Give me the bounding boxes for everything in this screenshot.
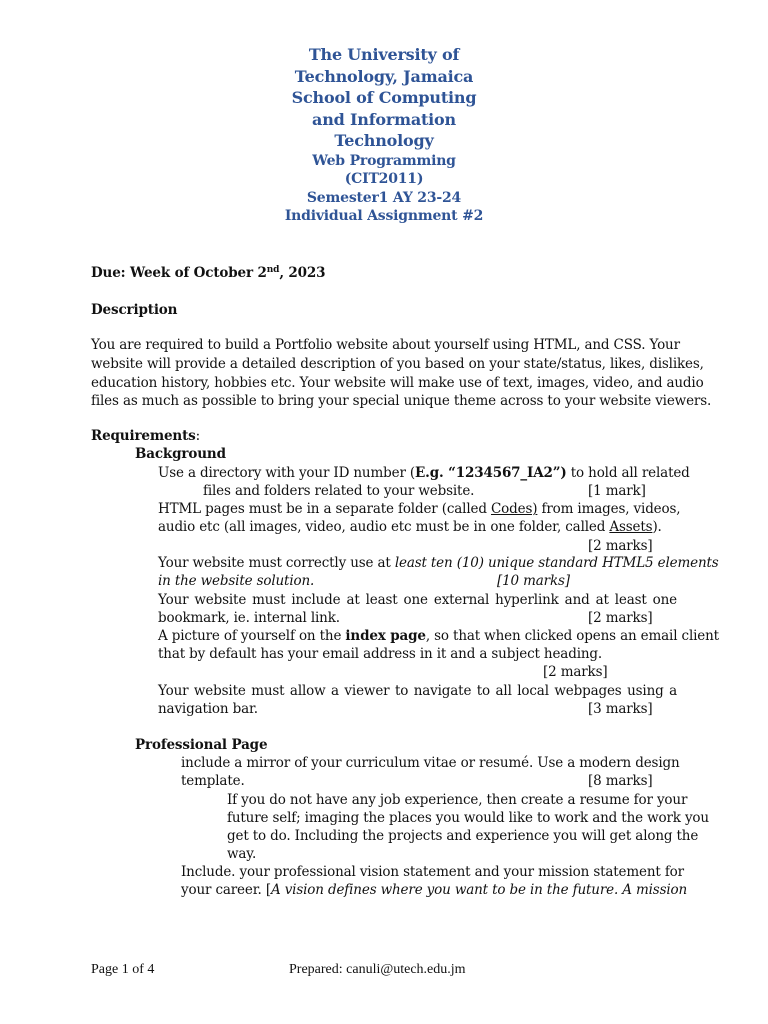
requirement-1-line-2: files and folders related to your website.	[203, 483, 475, 499]
description-line-2: website will provide a detailed description of you based on your state/status, likes, dislikes,	[91, 356, 704, 372]
requirement-3-line-2: in the website solution.	[158, 573, 315, 589]
school-name-line-2: and Information	[312, 109, 456, 129]
requirement-4-line-1: Your website must include at least one external hyperlink and at least one	[158, 592, 677, 608]
page-number: Page 1 of 4	[91, 962, 155, 977]
requirement-2-line-2: audio etc (all images, video, audio etc must be in one folder, called Assets).	[158, 519, 662, 535]
professional-1-line-1: include a mirror of your curriculum vitae or resumé. Use a modern design	[181, 755, 680, 771]
requirement-6-marks: [3 marks]	[588, 701, 653, 717]
professional-2-line-1: Include. your professional vision statement and your mission statement for	[181, 864, 684, 880]
requirement-2-marks: [2 marks]	[588, 538, 653, 554]
requirement-2-line-1: HTML pages must be in a separate folder (called Codes) from images, videos,	[158, 501, 681, 517]
requirement-4-line-2: bookmark, ie. internal link.	[158, 610, 340, 626]
requirement-6-line-2: navigation bar.	[158, 701, 258, 717]
professional-note-line-3: get to do. Including the projects and experience you will get along the	[227, 828, 699, 844]
requirement-5-line-1: A picture of yourself on the index page, so that when clicked opens an email client	[158, 628, 719, 644]
school-name-line-3: Technology	[334, 131, 434, 150]
university-name-line-1: The University of	[308, 45, 460, 64]
requirement-6-line-1: Your website must allow a viewer to navigate to all local webpages using a	[158, 683, 677, 699]
requirement-1-line-1: Use a directory with your ID number (E.g. “1234567_IA2”) to hold all related	[158, 465, 690, 481]
requirement-5-marks: [2 marks]	[543, 664, 608, 680]
professional-note-line-1: If you do not have any job experience, then create a resume for your	[227, 792, 688, 808]
requirement-3-line-1: Your website must correctly use at least ten (10) unique standard HTML5 elements	[158, 555, 719, 571]
description-line-4: files as much as possible to bring your special unique theme across to your website viewers.	[91, 393, 712, 409]
university-name-line-2: Technology, Jamaica	[294, 66, 474, 86]
document-header	[184, 44, 584, 226]
prepared-by: Prepared: canuli@utech.edu.jm	[289, 962, 466, 977]
assignment-title: Individual Assignment #2	[284, 208, 484, 224]
professional-2-line-2: your career. [A vision defines where you want to be in the future. A mission	[181, 882, 688, 898]
description-line-1: You are required to build a Portfolio website about yourself using HTML, and CSS. Your	[91, 337, 680, 353]
requirement-3-marks: [10 marks]	[497, 573, 570, 589]
school-name-line-1: School of Computing	[291, 88, 477, 107]
requirement-1-marks: [1 mark]	[588, 483, 646, 499]
requirements-heading: Requirements:	[91, 428, 201, 444]
course-code: (CIT2011)	[344, 171, 424, 187]
requirement-4-marks: [2 marks]	[588, 610, 653, 626]
description-line-3: education history, hobbies etc. Your website will make use of text, images, video, and audio	[91, 375, 704, 391]
due-date: Due: Week of October 2nd, 2023	[91, 265, 326, 281]
background-heading: Background	[135, 446, 226, 462]
description-heading: Description	[91, 302, 178, 318]
course-name: Web Programming	[312, 152, 456, 169]
professional-note-line-2: future self; imaging the places you would like to work and the work you	[227, 810, 709, 826]
professional-1-marks: [8 marks]	[588, 773, 653, 789]
professional-note-line-4: way.	[227, 846, 257, 862]
professional-1-line-2: template.	[181, 773, 245, 789]
requirement-5-line-2: that by default has your email address in it and a subject heading.	[158, 646, 603, 662]
semester: Semester1 AY 23-24	[306, 189, 462, 206]
professional-page-heading: Professional Page	[135, 737, 268, 753]
